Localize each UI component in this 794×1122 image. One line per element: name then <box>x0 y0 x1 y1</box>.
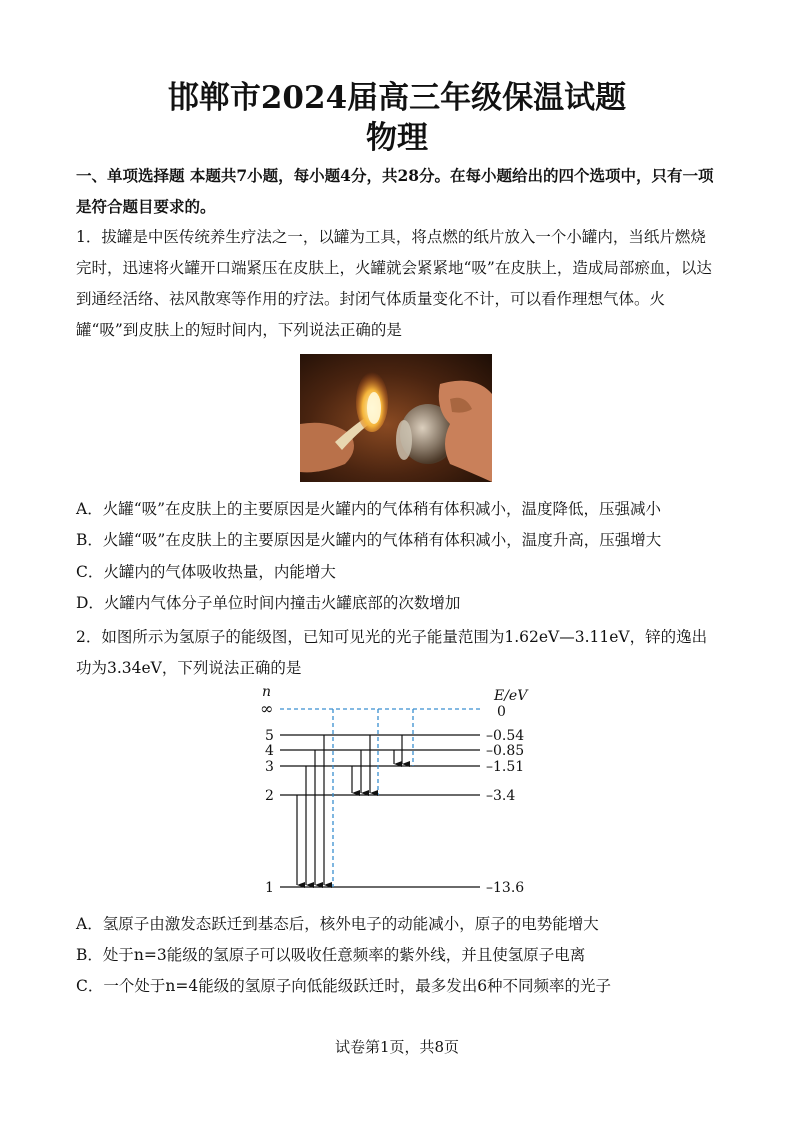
cupping-photo <box>300 354 492 482</box>
q1-option-d[interactable]: D．火罐内气体分子单位时间内撞击火罐底部的次数增加 <box>76 594 461 612</box>
energy-5: –0.54 <box>486 728 525 744</box>
n-label-5: 5 <box>265 728 274 744</box>
n-axis-label: n <box>262 684 272 700</box>
infinity-label: ∞ <box>260 699 274 718</box>
n-label-1: 1 <box>265 880 274 896</box>
energy-3: –1.51 <box>486 759 525 775</box>
q1-option-b[interactable]: B．火罐“吸”在皮肤上的主要原因是火罐内的气体稍有体积减小，温度升高，压强增大 <box>76 531 662 549</box>
q2-option-c[interactable]: C．一个处于n=4能级的氢原子向低能级跃迁时，最多发出6种不同频率的光子 <box>76 977 612 995</box>
q2-option-a[interactable]: A．氢原子由激发态跃迁到基态后，核外电子的动能减小，原子的电势能增大 <box>76 915 599 933</box>
energy-4: –0.85 <box>486 743 525 759</box>
question-1-stem: 1．拔罐是中医传统养生疗法之一，以罐为工具，将点燃的纸片放入一个小罐内，当纸片燃烧完时，迅速将火罐开口端紧压在皮肤上，火罐就会紧紧地“吸”在皮肤上，造成局部瘀血，以达到通经活络、祛风散寒等作用的疗法。封闭气体质量变化不计，可以看作理想气体。火罐“吸”到皮肤上的短时间内，下列说法正确的是 <box>76 228 712 339</box>
question-2-stem: 2．如图所示为氢原子的能级图，已知可见光的光子能量范围为1.62eV—3.11eV，锌的逸出功为3.34eV，下列说法正确的是 <box>76 628 708 677</box>
subject-title: 物理 <box>366 120 428 156</box>
page-title: 邯郸市2024届高三年级保温试题 <box>167 80 627 116</box>
n-label-4: 4 <box>265 743 274 759</box>
q2-option-b[interactable]: B．处于n=3能级的氢原子可以吸收任意频率的紫外线，并且使氢原子电离 <box>76 946 586 964</box>
energy-inf: 0 <box>497 704 506 720</box>
energy-1: –13.6 <box>486 880 525 896</box>
q1-option-a[interactable]: A．火罐“吸”在皮肤上的主要原因是火罐内的气体稍有体积减小，温度降低，压强减小 <box>76 500 662 518</box>
n-label-2: 2 <box>265 788 274 804</box>
energy-level-diagram <box>250 684 550 904</box>
page-footer: 试卷第1页，共8页 <box>334 1038 460 1056</box>
section-heading: 一、单项选择题 本题共7小题，每小题4分，共28分。在每小题给出的四个选项中，只有一项是符合题目要求的。 <box>76 166 714 216</box>
q1-option-c[interactable]: C．火罐内的气体吸收热量，内能增大 <box>76 563 336 581</box>
energy-axis-label: E/eV <box>494 688 528 704</box>
energy-2: –3.4 <box>486 788 516 804</box>
n-label-3: 3 <box>265 759 274 775</box>
